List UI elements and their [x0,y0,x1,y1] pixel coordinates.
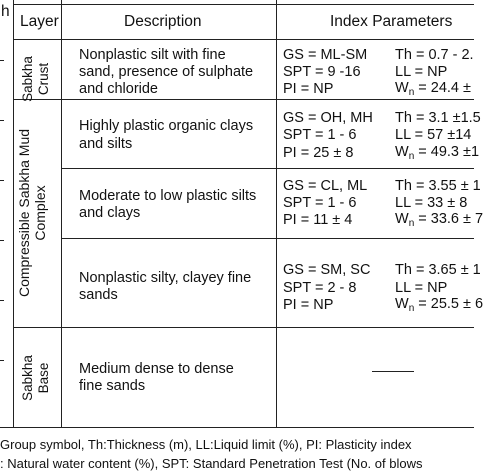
row-divider-1 [61,168,474,169]
description-column-divider [276,0,277,428]
row-4-no-data-dash [372,371,414,372]
row-1-param-gs: GS = OH, MH [283,110,373,126]
table-bottom-border [0,427,474,428]
row-2-param-ll: LL = 33 ± 8 [395,195,468,211]
row-divider-2 [61,238,474,239]
depth-tick [0,240,4,241]
row-1-param-ll: LL = 57 ±14 [395,127,472,143]
header-description: Description [124,13,202,30]
header-bottom-border [13,39,474,40]
row-0-desc-line-1: sand, presence of sulphate [79,64,254,80]
row-1-desc-line-1: and silts [79,136,133,152]
row-0-param-spt: SPT = 9 -16 [283,64,361,80]
row-2-desc-line-1: and clays [79,205,141,221]
row-3-desc-line-1: sands [79,287,118,303]
header-index-parameters: Index Parameters [330,13,453,30]
row-2-param-spt: SPT = 1 - 6 [283,195,357,211]
row-2-desc-line-0: Moderate to low plastic silts [79,188,257,204]
row-3-param-pi: PI = NP [283,297,334,313]
row-1-param-pi: PI = 25 ± 8 [283,145,354,161]
footnote-line-1: Group symbol, Th:Thickness (m), LL:Liquid limit (%), PI: Plasticity index [0,437,412,452]
row-1-param-spt: SPT = 1 - 6 [283,127,357,143]
row-4-desc-line-1: fine sands [79,378,146,394]
layer-column-divider [61,0,62,428]
complex-bottom-border [13,327,474,328]
depth-column-divider [13,0,14,428]
row-0-desc-line-0: Nonplastic silt with fine [79,47,226,63]
layer-label-complex: Compressible Sabkha Mud Complex [16,128,48,298]
row-1-param-th: Th = 3.1 ±1.5 [395,110,481,126]
header-layer: Layer [20,13,59,30]
depth-tick [0,120,4,121]
row-2-param-wn: $W_n = 33.6 \pm 7$ [395,211,483,229]
row-2-param-pi: PI = 11 ± 4 [283,212,353,228]
row-3-param-th: Th = 3.65 ± 1 [395,262,481,278]
row-0-param-wn: $W_n = 24.4$ ± [395,80,471,98]
row-1-param-wn: $W_n = 49.3 \pm 1$ [395,144,480,162]
row-1-desc-line-0: Highly plastic organic clays [79,118,254,134]
row-2-param-gs: GS = CL, ML [283,178,368,194]
row-0-param-th: Th = 0.7 - 2. [395,47,474,63]
crust-bottom-border [13,99,474,100]
row-3-param-wn: $W_n = 25.5 \pm 6$ [395,296,483,314]
row-0-desc-line-2: and chloride [79,81,158,97]
row-3-param-gs: GS = SM, SC [283,262,371,278]
layer-label-base: Sabkha Base [20,355,51,401]
row-3-param-ll: LL = NP [395,280,448,296]
depth-tick [0,60,4,61]
depth-tick [0,300,4,301]
header-depth: h [1,3,10,20]
row-0-param-ll: LL = NP [395,64,448,80]
header-top-border [13,4,474,5]
depth-tick [0,360,4,361]
layer-label-crust: Sabkha Crust [20,56,51,102]
row-0-param-pi: PI = NP [283,81,334,97]
row-3-desc-line-0: Nonplastic silty, clayey fine [79,270,252,286]
row-3-param-spt: SPT = 2 - 8 [283,280,357,296]
footnote-line-2: : Natural water content (%), SPT: Standard Penetration Test (No. of blows [0,456,423,471]
row-4-desc-line-0: Medium dense to dense [79,361,234,377]
row-0-param-gs: GS = ML-SM [283,47,368,63]
depth-tick [0,180,4,181]
row-2-param-th: Th = 3.55 ± 1 [395,178,481,194]
